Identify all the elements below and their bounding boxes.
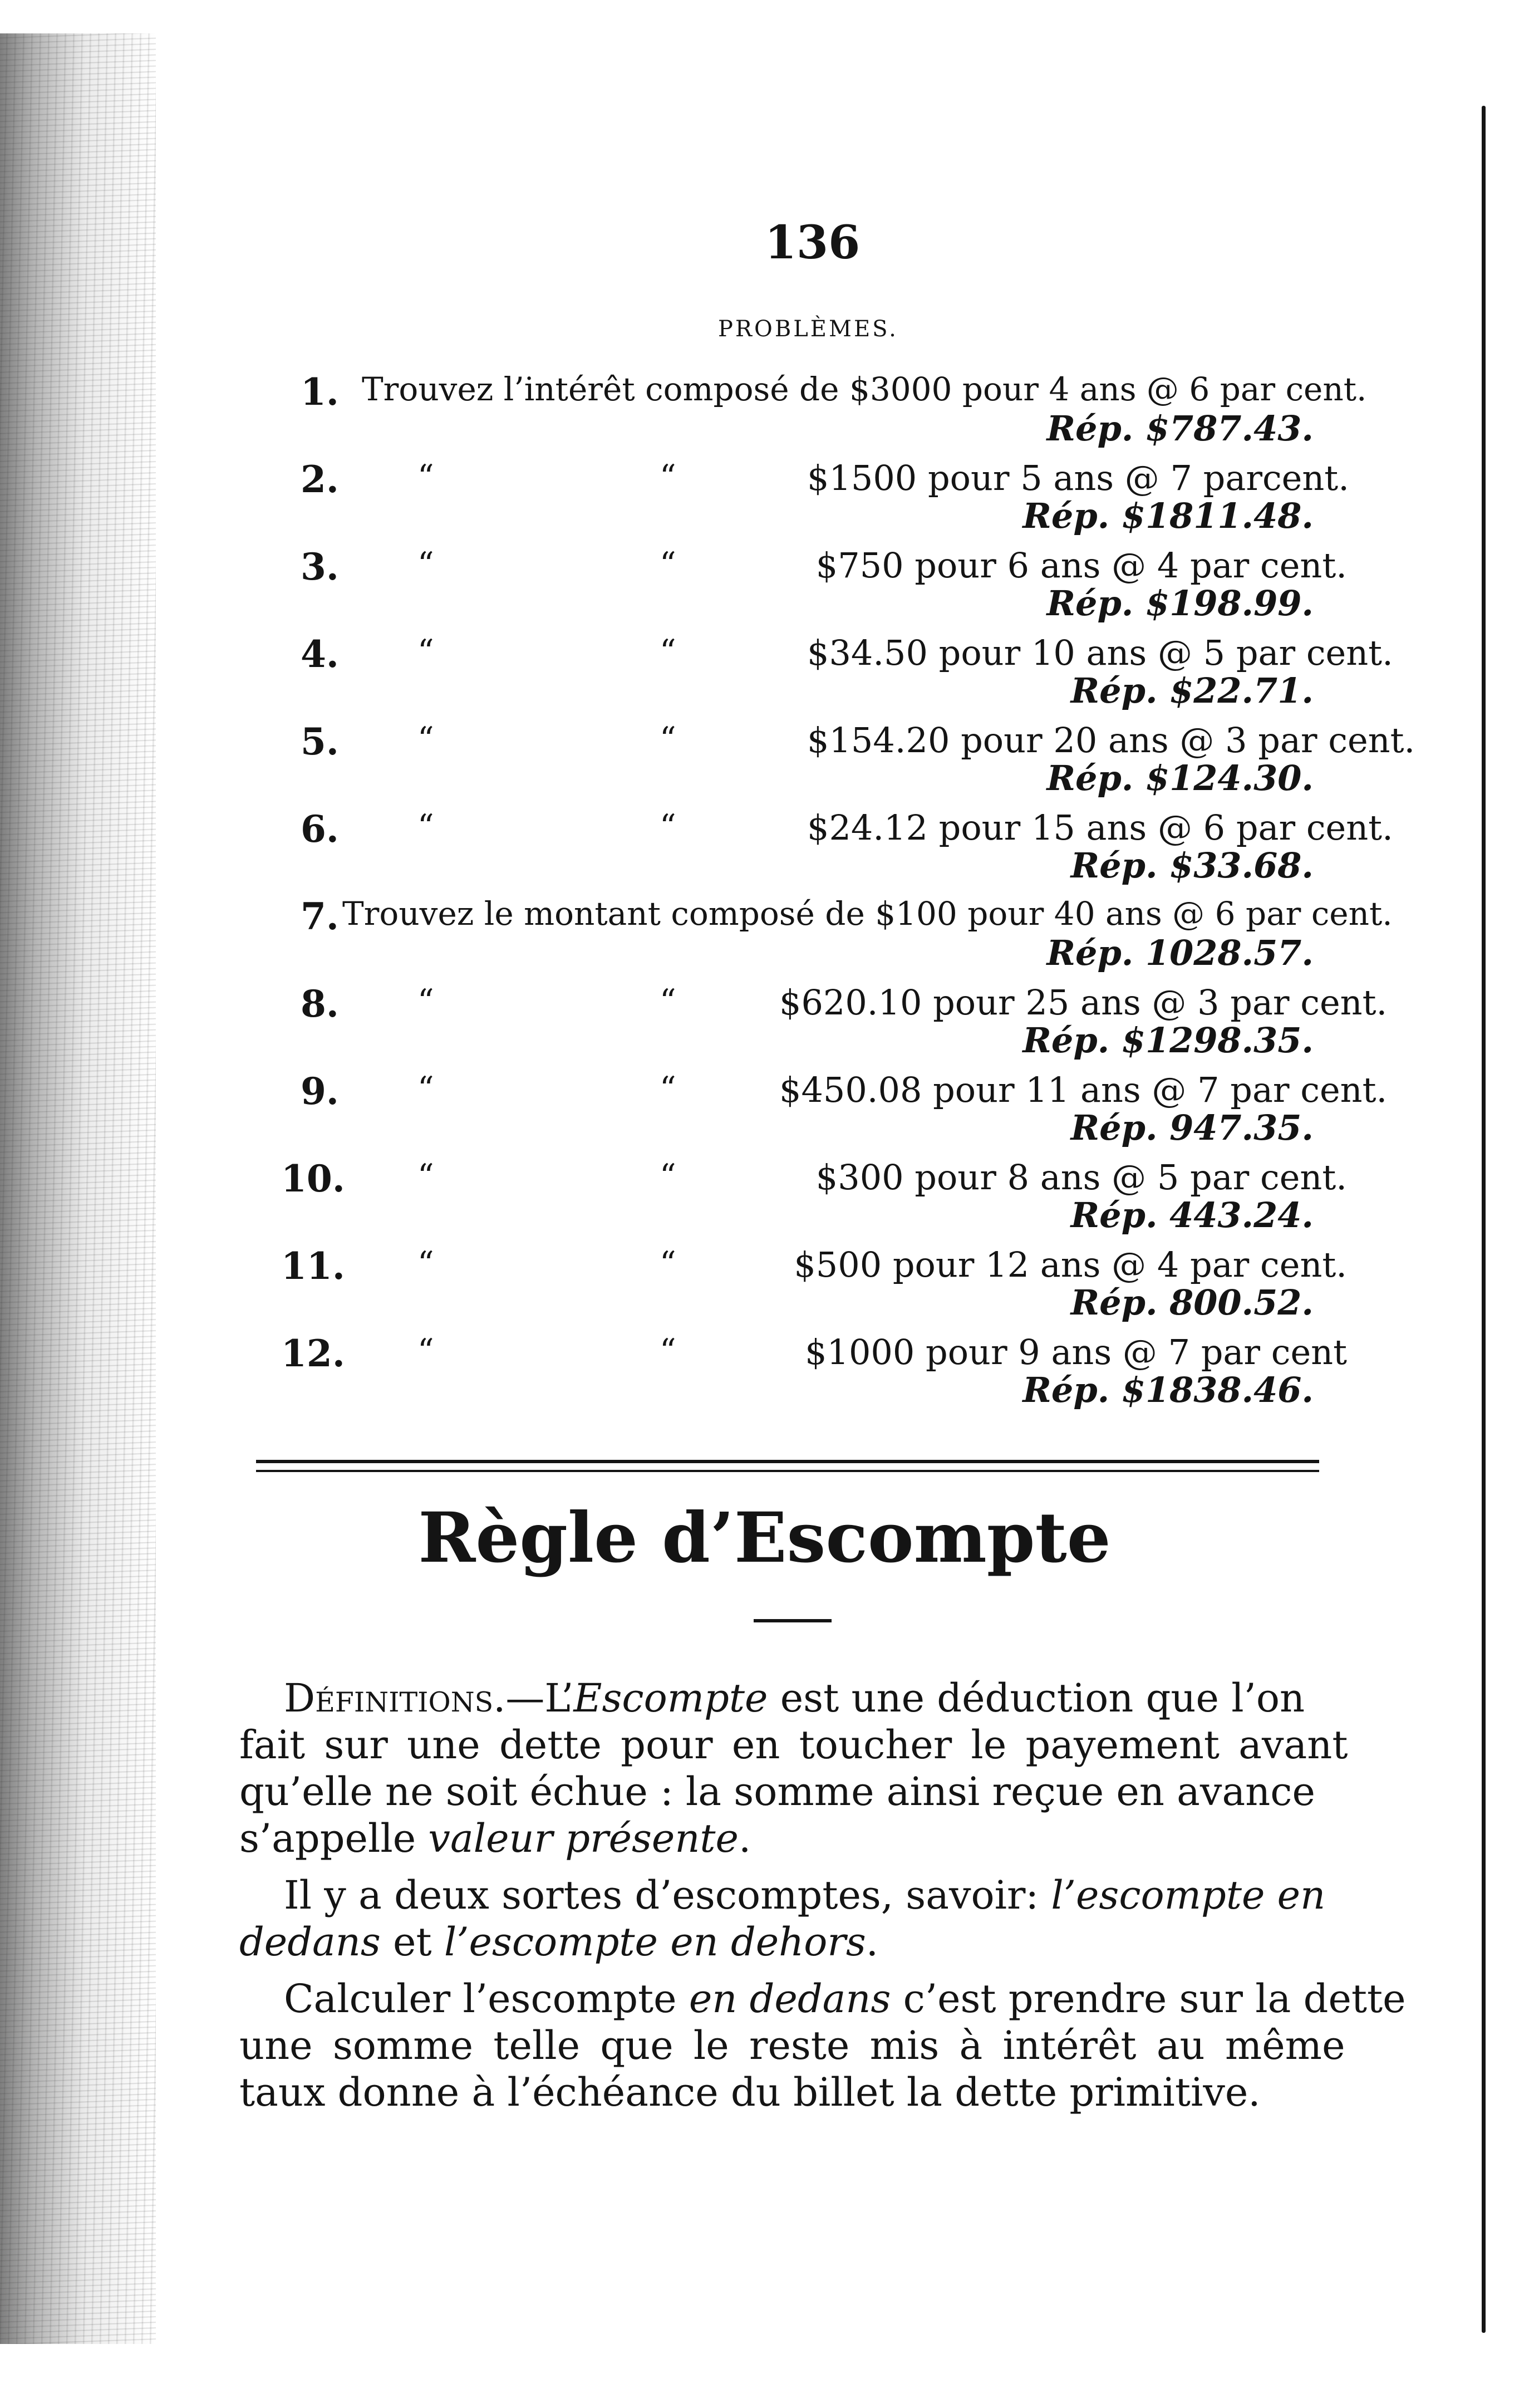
ditto-mark: “ — [417, 632, 434, 670]
problem-text: $620.10 pour 25 ans @ 3 par cent. — [779, 982, 1388, 1023]
ditto-mark: “ — [417, 458, 434, 496]
problem-answer: Rép. $33.68. — [1070, 845, 1314, 886]
definitions-line-4-start: s’appelle — [239, 1816, 429, 1861]
scan-right-edge-line — [1482, 106, 1486, 2333]
term-dedans: dedans — [239, 1919, 381, 1965]
problem-number: 7. — [301, 895, 339, 938]
term-en-dedans: en dedans — [689, 1976, 891, 2022]
problem-answer: Rép. 443.24. — [1070, 1195, 1314, 1235]
problem-text: Trouvez l’intérêt composé de $3000 pour 4 ans @ 6 par cent. — [362, 370, 1367, 408]
section-heading: Règle d’Escompte — [418, 1498, 1111, 1578]
page-number: 136 — [765, 216, 861, 269]
ditto-mark: “ — [417, 982, 434, 1020]
problem-number: 9. — [301, 1070, 339, 1113]
paragraph3-line-1 — [284, 1975, 1406, 2022]
ditto-mark: “ — [417, 1244, 434, 1282]
scan-left-edge-speckle — [0, 33, 156, 2344]
ditto-mark: “ — [660, 1332, 676, 1370]
problem-number: 2. — [301, 458, 339, 501]
problem-number: 10. — [281, 1157, 345, 1200]
section-label: PROBLÈMES. — [718, 316, 898, 342]
term-escompte-en: l’escompte en — [1051, 1872, 1326, 1918]
problem-text: $154.20 pour 20 ans @ 3 par cent. — [807, 720, 1415, 761]
problem-answer: Rép. 1028.57. — [1046, 933, 1314, 973]
problem-answer: Rép. $22.71. — [1070, 670, 1314, 711]
definitions-line-4-end: . — [738, 1816, 751, 1861]
ditto-mark: “ — [660, 458, 676, 496]
paragraph2-line-1 — [284, 1872, 1325, 1919]
paragraph2-line-1-start: Il y a deux sortes d’escomptes, savoir: — [284, 1872, 1051, 1918]
problem-answer: Rép. $1838.46. — [1022, 1370, 1314, 1410]
problem-number: 3. — [301, 545, 339, 588]
ditto-mark: “ — [660, 1244, 676, 1282]
definitions-line-3: qu’elle ne soit échue : la somme ainsi reçue en avance — [239, 1769, 1315, 1814]
paragraph3-line-2: une somme telle que le reste mis à intérêt au même — [239, 2023, 1345, 2068]
definitions-line-1 — [284, 1675, 1305, 1722]
problem-answer: Rép. 800.52. — [1070, 1282, 1314, 1323]
problem-answer: Rép. $198.99. — [1046, 583, 1314, 624]
term-valeur-presente: valeur présente — [428, 1816, 739, 1861]
paragraph2-line-2-end: . — [866, 1919, 879, 1965]
ditto-mark: “ — [660, 1157, 676, 1195]
problem-number: 4. — [301, 632, 339, 676]
definitions-label: Définitions. — [284, 1675, 506, 1721]
problem-text: $750 pour 6 ans @ 4 par cent. — [815, 545, 1347, 586]
ditto-mark: “ — [417, 807, 434, 845]
problem-number: 8. — [301, 982, 339, 1026]
definitions-line-2: fait sur une dette pour en toucher le payement avant — [239, 1722, 1348, 1768]
ditto-mark: “ — [660, 632, 676, 670]
problem-number: 6. — [301, 807, 339, 851]
problem-answer: Rép. $787.43. — [1046, 408, 1314, 449]
ditto-mark: “ — [417, 720, 434, 758]
problem-text: $450.08 pour 11 ans @ 7 par cent. — [779, 1070, 1388, 1110]
ditto-mark: “ — [660, 1070, 676, 1107]
problem-number: 1. — [301, 370, 339, 414]
ditto-mark: “ — [417, 1070, 434, 1107]
problem-number: 5. — [301, 720, 339, 763]
ditto-mark: “ — [660, 807, 676, 845]
ditto-mark: “ — [660, 545, 676, 583]
problem-text: $1000 pour 9 ans @ 7 par cent — [805, 1332, 1347, 1372]
term-escompte-en-dehors: l’escompte en dehors — [444, 1919, 866, 1965]
problem-answer: Rép. $1298.35. — [1022, 1020, 1314, 1061]
problem-text: $500 pour 12 ans @ 4 par cent. — [794, 1244, 1347, 1285]
paragraph3-line-1-start: Calculer l’escompte — [284, 1976, 689, 2022]
term-escompte: Escompte — [573, 1675, 768, 1721]
problem-text: $300 pour 8 ans @ 5 par cent. — [815, 1157, 1347, 1198]
problem-number: 11. — [281, 1244, 345, 1288]
paragraph3-line-1-rest: c’est prendre sur la dette — [891, 1976, 1406, 2022]
problem-text: $34.50 pour 10 ans @ 5 par cent. — [807, 632, 1393, 673]
definitions-line-1-rest: est une déduction que l’on — [768, 1675, 1305, 1721]
paragraph2-line-2 — [239, 1919, 878, 1965]
ditto-mark: “ — [660, 982, 676, 1020]
section-divider — [256, 1460, 1319, 1472]
ditto-mark: “ — [417, 545, 434, 583]
problem-number: 12. — [281, 1332, 345, 1375]
heading-short-rule — [754, 1619, 832, 1622]
ditto-mark: “ — [417, 1157, 434, 1195]
problem-text: $1500 pour 5 ans @ 7 parcent. — [807, 458, 1349, 498]
problem-answer: Rép. $1811.48. — [1022, 496, 1314, 536]
ditto-mark: “ — [660, 720, 676, 758]
problem-answer: Rép. 947.35. — [1070, 1107, 1314, 1148]
paragraph2-line-2-mid: et — [380, 1919, 444, 1965]
problem-answer: Rép. $124.30. — [1046, 758, 1314, 798]
definitions-dash: —L’ — [505, 1675, 574, 1721]
ditto-mark: “ — [417, 1332, 434, 1370]
paragraph3-line-3: taux donne à l’échéance du billet la dette primitive. — [239, 2069, 1261, 2115]
problem-text: $24.12 pour 15 ans @ 6 par cent. — [807, 807, 1393, 848]
problem-text: Trouvez le montant composé de $100 pour 40 ans @ 6 par cent. — [342, 895, 1393, 933]
definitions-line-4 — [239, 1815, 751, 1862]
